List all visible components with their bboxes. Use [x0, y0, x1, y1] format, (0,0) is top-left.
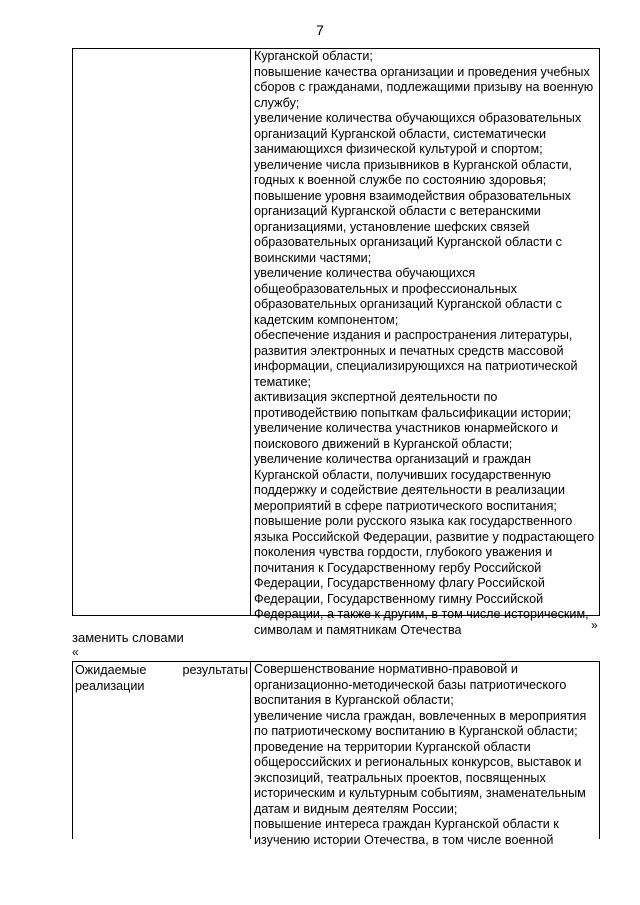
table1-text-line: повышение качества организации и проведения учебных — [254, 64, 590, 79]
table1-text-line: почитания к Государственному гербу Российской — [254, 560, 542, 575]
table2-text-line: общероссийских и региональных конкурсов, выставок и — [254, 755, 582, 769]
table2-text-line: изучению истории Отечества, в том числе военной — [254, 832, 554, 847]
replace-instruction: заменить словами — [72, 630, 184, 645]
table1-text-line: образовательных организаций Курганской области с — [254, 235, 562, 249]
table1-text-line: поколения чувства гордости, глубокого уважения и — [254, 545, 553, 559]
table1-text-line: поискового движений в Курганской области; — [254, 436, 513, 451]
table1-text-line: активизация экспертной деятельности по — [254, 390, 498, 404]
table1-text-line: Федерации, Государственному гимну Российской — [254, 591, 544, 606]
table1-text-line: поддержку и содействие деятельности в реализации — [254, 483, 566, 497]
table2-text-line: историческим и культурным событиям, знаменательным — [254, 786, 586, 800]
table1-right-cell — [251, 49, 599, 637]
table2-text-line: проведение на территории Курганской области — [254, 739, 531, 754]
table1-text-line: увеличение количества обучающихся — [254, 266, 476, 280]
table1-text-line: увеличение количества организаций и граждан — [254, 452, 532, 466]
table2-text-line: датам и видным деятелям России; — [254, 801, 458, 816]
table1-text-line: организаций Курганской области, систематически — [254, 126, 547, 141]
table1-text-line: развития электронных и печатных средств массовой — [254, 343, 564, 358]
table1-text-line: кадетским компонентом; — [254, 312, 399, 327]
table2-text-line: Совершенствование нормативно-правовой и — [254, 662, 518, 676]
page-number: 7 — [316, 22, 324, 38]
table2-text-line: воспитания в Курганской области; — [254, 693, 454, 707]
table2-text-line: повышение интереса граждан Курганской области к — [254, 817, 559, 831]
table1-text-line: противодействию попыткам фальсификации истории; — [254, 405, 572, 420]
table1-text-line: обеспечение издания и распространения литературы, — [254, 328, 573, 342]
table2-left-cell — [73, 662, 251, 839]
table1-text-line: тематике; — [254, 374, 311, 389]
table1-text-line: языка Российской Федерации, развитие у подрастающего — [254, 529, 595, 544]
table2-text-line: по патриотическому воспитанию в Курганской области; — [254, 724, 578, 738]
table1-text-line: организациями, установление шефских связей — [254, 219, 530, 234]
table1-text-line: Федерации, Государственному флагу Российской — [254, 576, 545, 590]
continued-table — [72, 48, 600, 637]
table1-text-line: увеличение количества участников юнармейского и — [254, 421, 558, 435]
table1-text-line: организаций Курганской области с ветеранскими — [254, 204, 541, 218]
label-word-expected: Ожидаемые — [75, 663, 147, 677]
table1-left-cell — [73, 49, 251, 615]
table2-text-line: экспозиций, театральных проектов, посвященных — [254, 770, 546, 785]
table1-text-line: занимающихся физической культурой и спортом; — [254, 142, 543, 156]
opening-quote: « — [72, 645, 79, 659]
table2-text-line: организационно-методической базы патриотического — [254, 677, 567, 692]
table1-text-line: сборов с гражданами, подлежащими призыву на военную — [254, 80, 594, 94]
table1-text-line: общеобразовательных и профессиональных — [254, 281, 517, 296]
table1-text-line: службу; — [254, 95, 300, 110]
table1-text-line: годных к военной службе по состоянию здоровья; — [254, 173, 547, 187]
table1-text-line: Курганской области; — [254, 49, 373, 63]
label-word-results: результаты — [182, 663, 248, 677]
table1-text-line: символам и памятникам Отечества — [254, 622, 462, 637]
table1-text-line: увеличение количества обучающихся образовательных — [254, 111, 582, 125]
table1-text-line: воинскими частями; — [254, 250, 372, 265]
table1-text-line: образовательных организаций Курганской области с — [254, 297, 562, 311]
table1-text-line: информации, специализирующихся на патриотической — [254, 359, 578, 373]
table1-text-line: Курганской области, получивших государственную — [254, 467, 551, 482]
table1-text-line: повышение уровня взаимодействия образовательных — [254, 188, 571, 203]
closing-quote: » — [591, 618, 598, 632]
label-word-implementation: реализации — [75, 678, 145, 693]
table1-text-line: повышение роли русского языка как государственного — [254, 514, 573, 528]
table1-text-line: увеличение числа призывников в Курганской области, — [254, 157, 572, 172]
table2-text-line: увеличение числа граждан, вовлеченных в мероприятия — [254, 708, 587, 723]
table2-right-cell — [251, 662, 599, 847]
replacement-table — [72, 661, 600, 847]
table1-text-line: мероприятий в сфере патриотического воспитания; — [254, 498, 557, 513]
table1-text-line: Федерации, а также к другим, в том числе историческим, — [254, 607, 589, 621]
